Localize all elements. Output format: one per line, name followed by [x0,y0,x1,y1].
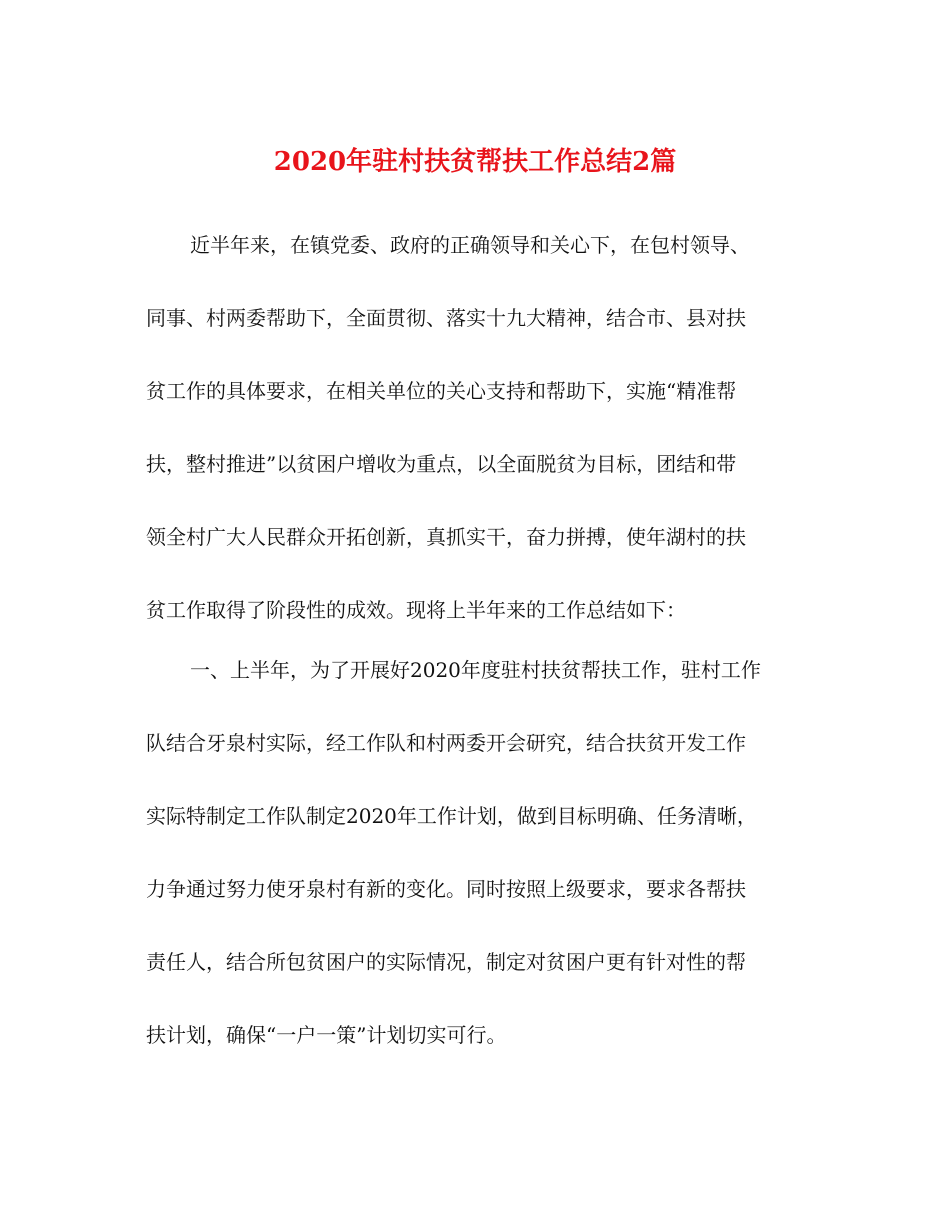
paragraph-1-line-6: 贫工作取得了阶段性的成效。现将上半年来的工作总结如下： [146,598,686,622]
paragraph-1-line-1: 近半年来，在镇党委、政府的正确领导和关心下，在包村领导、 [190,233,750,257]
document-title: 2020年驻村扶贫帮扶工作总结2篇 [273,147,677,177]
paragraph-1-line-2: 同事、村两委帮助下，全面贯彻、落实十九大精神，结合市、县对扶 [146,306,746,330]
paragraph-1-line-3: 贫工作的具体要求，在相关单位的关心支持和帮助下，实施“精准帮 [146,379,737,403]
paragraph-1-line-5: 领全村广大人民群众开拓创新，真抓实干，奋力拼搏，使年湖村的扶 [146,525,746,549]
paragraph-2-line-1: 一、上半年，为了开展好2020年度驻村扶贫帮扶工作，驻村工作 [190,658,761,682]
paragraph-2-line-3: 实际特制定工作队制定2020年工作计划，做到目标明确、任务清晰， [146,804,757,828]
paragraph-2-line-5: 责任人，结合所包贫困户的实际情况，制定对贫困户更有针对性的帮 [146,950,746,974]
paragraph-2-line-2: 队结合牙泉村实际，经工作队和村两委开会研究，结合扶贫开发工作 [146,731,746,755]
paragraph-2-line-4: 力争通过努力使牙泉村有新的变化。同时按照上级要求，要求各帮扶 [146,877,746,901]
paragraph-1-line-4: 扶，整村推进”以贫困户增收为重点，以全面脱贫为目标，团结和带 [146,452,737,476]
paragraph-2-line-6: 扶计划，确保“一户一策”计划切实可行。 [146,1023,507,1047]
